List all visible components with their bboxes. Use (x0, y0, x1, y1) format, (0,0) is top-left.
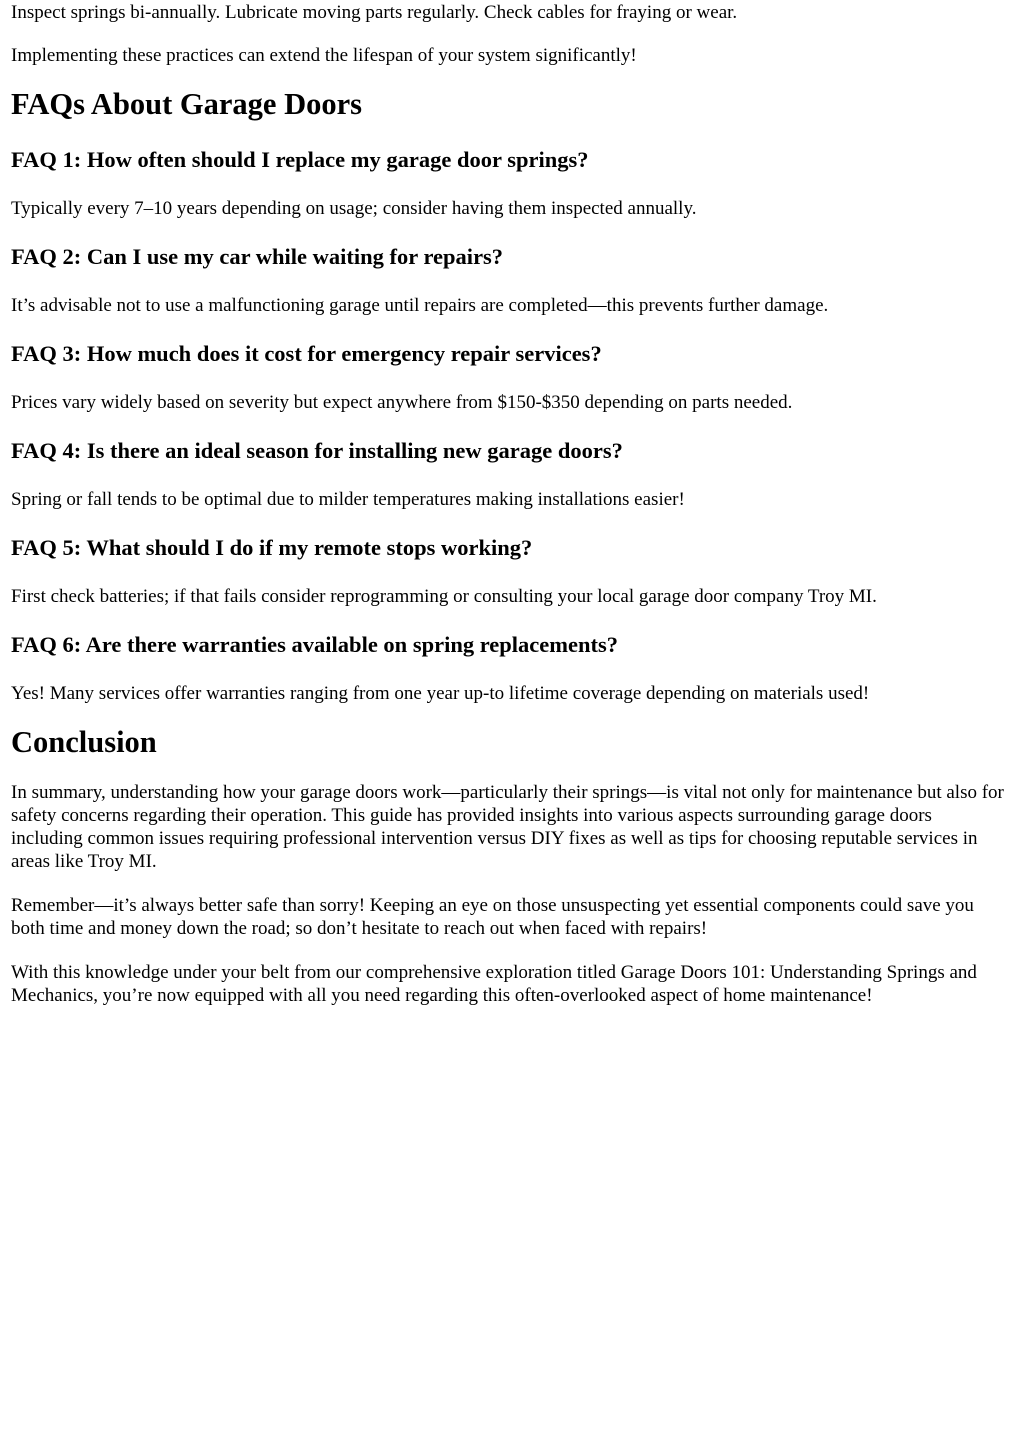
conclusion-paragraph-reminder: Remember—it’s always better safe than sorry! Keeping an eye on those unsuspecting yet essential components could save you both time and money down the road; so don’t hesitate to reach out when faced with repairs! (11, 895, 974, 939)
faq-4-answer: Spring or fall tends to be optimal due to milder temperatures making installations easier! (11, 489, 685, 510)
faq-2-answer: It’s advisable not to use a malfunctioning garage until repairs are completed—this prevents further damage. (11, 295, 829, 316)
faq-6-answer: Yes! Many services offer warranties ranging from one year up-to lifetime coverage depending on materials used! (11, 683, 870, 704)
faq-5-answer: First check batteries; if that fails consider reprogramming or consulting your local garage door company Troy MI. (11, 586, 877, 607)
faq-5-question: FAQ 5: What should I do if my remote stops working? (11, 535, 533, 560)
conclusion-heading: Conclusion (11, 725, 157, 759)
maintenance-tips-paragraph: Inspect springs bi-annually. Lubricate moving parts regularly. Check cables for fraying or wear. (11, 2, 738, 23)
faq-4-question: FAQ 4: Is there an ideal season for installing new garage doors? (11, 438, 623, 463)
faq-2-question: FAQ 2: Can I use my car while waiting for repairs? (11, 244, 504, 269)
faq-1-question: FAQ 1: How often should I replace my garage door springs? (11, 147, 589, 172)
maintenance-benefit-paragraph: Implementing these practices can extend the lifespan of your system significantly! (11, 45, 637, 66)
conclusion-paragraph-closing: With this knowledge under your belt from our comprehensive exploration titled Garage Doors 101: Understanding Springs and Mechanics, you’re now equipped with all you need regarding this often-overlooked aspect of home maintenance! (11, 962, 977, 1006)
conclusion-paragraph-summary: In summary, understanding how your garage doors work—particularly their springs—is vital not only for maintenance but also for safety concerns regarding their operation. This guide has provided insights into various aspects surrounding garage doors including common issues requiring professional intervention versus DIY fixes as well as tips for choosing reputable services in areas like Troy MI. (11, 782, 1004, 872)
faq-6-question: FAQ 6: Are there warranties available on spring replacements? (11, 632, 619, 657)
faq-3-question: FAQ 3: How much does it cost for emergency repair services? (11, 341, 602, 366)
article-body (11, 0, 1006, 1007)
faq-section-heading: FAQs About Garage Doors (11, 87, 363, 121)
faq-3-answer: Prices vary widely based on severity but expect anywhere from $150-$350 depending on parts needed. (11, 392, 793, 413)
faq-1-answer: Typically every 7–10 years depending on usage; consider having them inspected annually. (11, 198, 697, 219)
